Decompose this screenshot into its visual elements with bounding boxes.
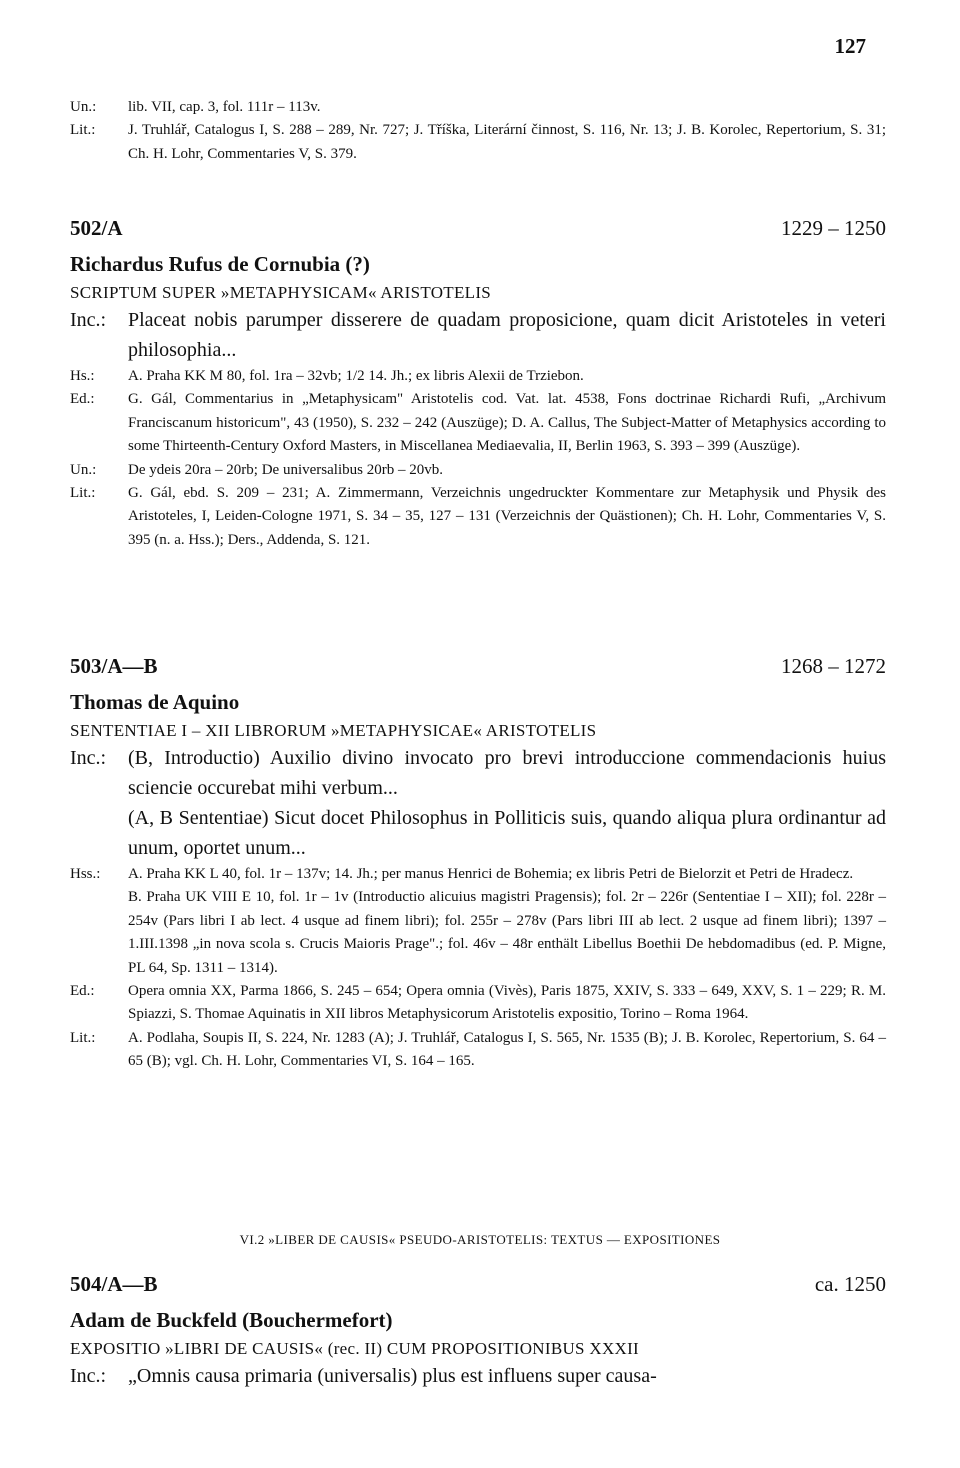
entry-502-header — [70, 216, 886, 248]
entry-502-id: 502/A — [70, 216, 123, 240]
entry-504-inc-label: Inc.: — [70, 1365, 107, 1387]
entry-502-un-row — [70, 459, 886, 482]
entry-502-lit-row — [70, 482, 886, 552]
entry-503-ed-text: Opera omnia XX, Parma 1866, S. 245 – 654; Opera omnia (Vivès), Paris 1875, XXIV, S. 333 – 649, XXV, S. 1 – 229; R. M. Spiazzi, S. Thomae Aquinatis in XII libros Metaphysicorum Aristotelis expositio, Torino – Roma 1964. — [128, 983, 886, 1023]
entry-504-inc-text: „Omnis causa primaria (universalis) plus est influens super causa- — [128, 1365, 657, 1387]
entry-502-inc-text: Placeat nobis parumper disserere de quadam proposicione, quam dicit Aristoteles in veteri philosophia... — [128, 309, 886, 361]
entry-502-inc-row — [70, 305, 886, 365]
entry-502 — [70, 216, 886, 552]
top-un-label: Un.: — [70, 99, 97, 115]
entry-503-hss-row — [70, 863, 886, 980]
entry-503-inc-text-2: (A, B Sententiae) Sicut docet Philosophus in Polliticis suis, quando aliqua plura ordinantur ad unum, oportet unum... — [128, 807, 886, 859]
entry-503-lit-text: A. Podlaha, Soupis II, S. 224, Nr. 1283 (A); J. Truhlář, Catalogus I, S. 565, Nr. 1535 (B); J. B. Korolec, Repertorium, S. 64 – 65 (B); vgl. Ch. H. Lohr, Commentaries VI, S. 164 – 165. — [128, 1029, 886, 1070]
entry-503-inc-row — [70, 743, 886, 863]
top-lit-row — [70, 119, 886, 166]
entry-503-id: 503/A—B — [70, 654, 158, 678]
top-block — [70, 96, 886, 166]
entry-502-author: Richardus Rufus de Cornubia (?) — [70, 252, 370, 276]
entry-502-hs-row — [70, 365, 886, 388]
entry-502-un-label: Un.: — [70, 461, 97, 478]
top-un-text: lib. VII, cap. 3, fol. 111r – 113v. — [128, 99, 321, 115]
entry-502-hs-text: A. Praha KK M 80, fol. 1ra – 32vb; 1/2 14. Jh.; ex libris Alexii de Trziebon. — [128, 368, 584, 384]
entry-502-date: 1229 – 1250 — [781, 216, 886, 240]
entry-504 — [70, 1272, 886, 1391]
top-un-row — [70, 96, 886, 119]
entry-502-inc-label: Inc.: — [70, 309, 107, 331]
entry-502-hs-label: Hs.: — [70, 368, 95, 384]
entry-504-author: Adam de Buckfeld (Bouchermefort) — [70, 1308, 393, 1332]
entry-503-lit-row — [70, 1027, 886, 1074]
page-number: 127 — [834, 34, 866, 58]
entry-503-inc-label: Inc.: — [70, 747, 107, 769]
entry-504-title: EXPOSITIO »LIBRI DE CAUSIS« (rec. II) CUM PROPOSITIONIBUS XXXII — [70, 1339, 640, 1358]
top-lit-label: Lit.: — [70, 122, 96, 139]
entry-504-id: 504/A—B — [70, 1272, 158, 1296]
entry-503 — [70, 654, 886, 1074]
entry-502-lit-label: Lit.: — [70, 485, 96, 502]
entry-503-ed-row — [70, 980, 886, 1027]
top-lit-text: J. Truhlář, Catalogus I, S. 288 – 289, Nr. 727; J. Tříška, Literární činnost, S. 116, Nr. 13; J. B. Korolec, Repertorium, S. 31; Ch. H. Lohr, Commentaries V, S. 379. — [128, 122, 886, 162]
entry-503-ed-label: Ed.: — [70, 983, 95, 1000]
section-heading: VI.2 »LIBER DE CAUSIS« PSEUDO-ARISTOTELIS: TEXTUS — EXPOSITIONES — [239, 1232, 721, 1247]
entry-503-hss-text-1: A. Praha KK L 40, fol. 1r – 137v; 14. Jh.; per manus Henrici de Bohemia; ex libris Petri de Bielorzit et Petri de Hradecz. — [128, 866, 854, 882]
entry-502-ed-label: Ed.: — [70, 391, 95, 408]
entry-503-date: 1268 – 1272 — [781, 654, 886, 678]
entry-502-title: SCRIPTUM SUPER »METAPHYSICAM« ARISTOTELIS — [70, 283, 492, 302]
entry-503-inc-text-1: (B, Introductio) Auxilio divino invocato pro brevi introduccione commendacionis huius sciencie occurebat mihi verbum... — [128, 747, 886, 799]
entry-503-hss-text-2: B. Praha UK VIII E 10, fol. 1r – 1v (Introductio alicuius magistri Pragensis); fol. 2r – 226r (Sententiae I – XII); fol. 228r – 254v (Pars libri I ab lect. 4 usque ad finem libri); fol. 255r – 278v (Pars libri III ab lect. 2 usque ad finem libri); 1397 – 1.III.1398 „in nova scola s. Crucis Maioris Prage".; fol. 46v – 48r enthält Libellus Boethii De hebdomadibus (ed. P. Migne, PL 64, Sp. 1311 – 1314). — [128, 889, 886, 976]
entry-504-header — [70, 1272, 886, 1304]
entry-502-ed-text: G. Gál, Commentarius in „Metaphysicam" Aristotelis cod. Vat. lat. 4538, Fons doctrinae Richardi Rufi, „Archivum Franciscanum historicum", 43 (1950), S. 232 – 242 (Auszüge); D. A. Callus, The Subject-Matter of Metaphysics according to some Thirteenth-Century Oxford Masters, in Miscellanea Mediaevalia, II, Berlin 1963, S. 393 – 399 (Auszüge). — [128, 391, 886, 455]
entry-503-header — [70, 654, 886, 686]
entry-504-date: ca. 1250 — [814, 1272, 886, 1296]
entry-502-ed-row — [70, 388, 886, 458]
entry-502-un-text: De ydeis 20ra – 20rb; De universalibus 20rb – 20vb. — [128, 461, 443, 478]
entry-503-hss-label: Hss.: — [70, 866, 101, 882]
entry-503-lit-label: Lit.: — [70, 1029, 96, 1046]
entry-504-inc-row — [70, 1361, 886, 1391]
entry-503-title: SENTENTIAE I – XII LIBRORUM »METAPHYSICAE« ARISTOTELIS — [70, 721, 597, 740]
entry-502-lit-text: G. Gál, ebd. S. 209 – 231; A. Zimmermann, Verzeichnis ungedruckter Kommentare zur Metaphysik und Physik des Aristoteles, I, Leiden-Cologne 1971, S. 34 – 35, 127 – 131 (Verzeichnis der Quästionen); Ch. H. Lohr, Commentaries V, S. 395 (n. a. Hss.); Ders., Addenda, S. 121. — [128, 485, 886, 548]
entry-503-author: Thomas de Aquino — [70, 690, 240, 714]
